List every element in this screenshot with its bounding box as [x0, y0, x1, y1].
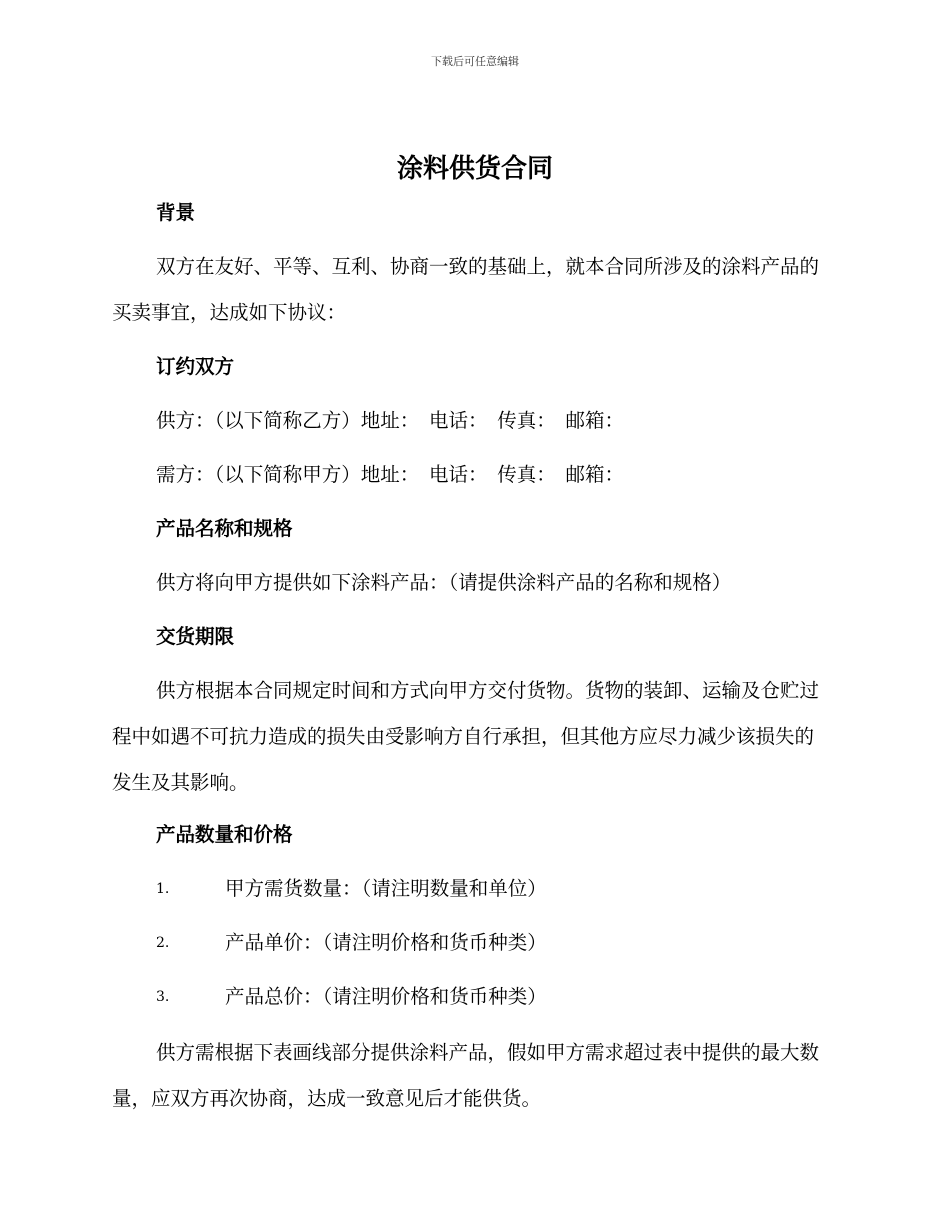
section-heading-parties: 订约双方 — [156, 355, 235, 378]
delivery-paragraph: 供方根据本合同规定时间和方式向甲方交付货物。货物的装卸、运输及仓贮过程中如遇不可抗力造成的损失由受影响方自行承担，但其他方应尽力减少该损失的发生及其影响。 — [112, 679, 820, 794]
supplier-line: 供方：（以下简称乙方）地址： 电话： 传真： 邮箱： — [156, 409, 625, 432]
section-heading-background: 背景 — [156, 201, 196, 224]
page-header-note: 下载后可任意编辑 — [431, 55, 519, 68]
document-title: 涂料供货合同 — [396, 154, 553, 184]
background-paragraph: 双方在友好、平等、互利、协商一致的基础上，就本合同所涉及的涂料产品的买卖事宜，达成如下协议： — [112, 255, 820, 324]
buyer-line: 需方：（以下简称甲方）地址： 电话： 传真： 邮箱： — [156, 463, 625, 486]
list-item-text: 产品总价：（请注明价格和货币种类） — [225, 985, 547, 1008]
list-item-text: 甲方需货数量：（请注明数量和单位） — [225, 877, 547, 900]
quantity-paragraph: 供方需根据下表画线部分提供涂料产品，假如甲方需求超过表中提供的最大数量，应双方再次协商，达成一致意见后才能供货。 — [112, 1041, 820, 1110]
list-item-number: 1. — [156, 881, 170, 897]
list-item-text: 产品单价：（请注明价格和货币种类） — [225, 931, 547, 954]
section-heading-product: 产品名称和规格 — [156, 517, 293, 540]
list-item-number: 3. — [156, 989, 170, 1005]
list-item-number: 2. — [156, 935, 170, 951]
product-line: 供方将向甲方提供如下涂料产品：（请提供涂料产品的名称和规格） — [156, 571, 732, 594]
section-heading-delivery: 交货期限 — [156, 625, 235, 648]
section-heading-quantity-price: 产品数量和价格 — [156, 823, 293, 846]
